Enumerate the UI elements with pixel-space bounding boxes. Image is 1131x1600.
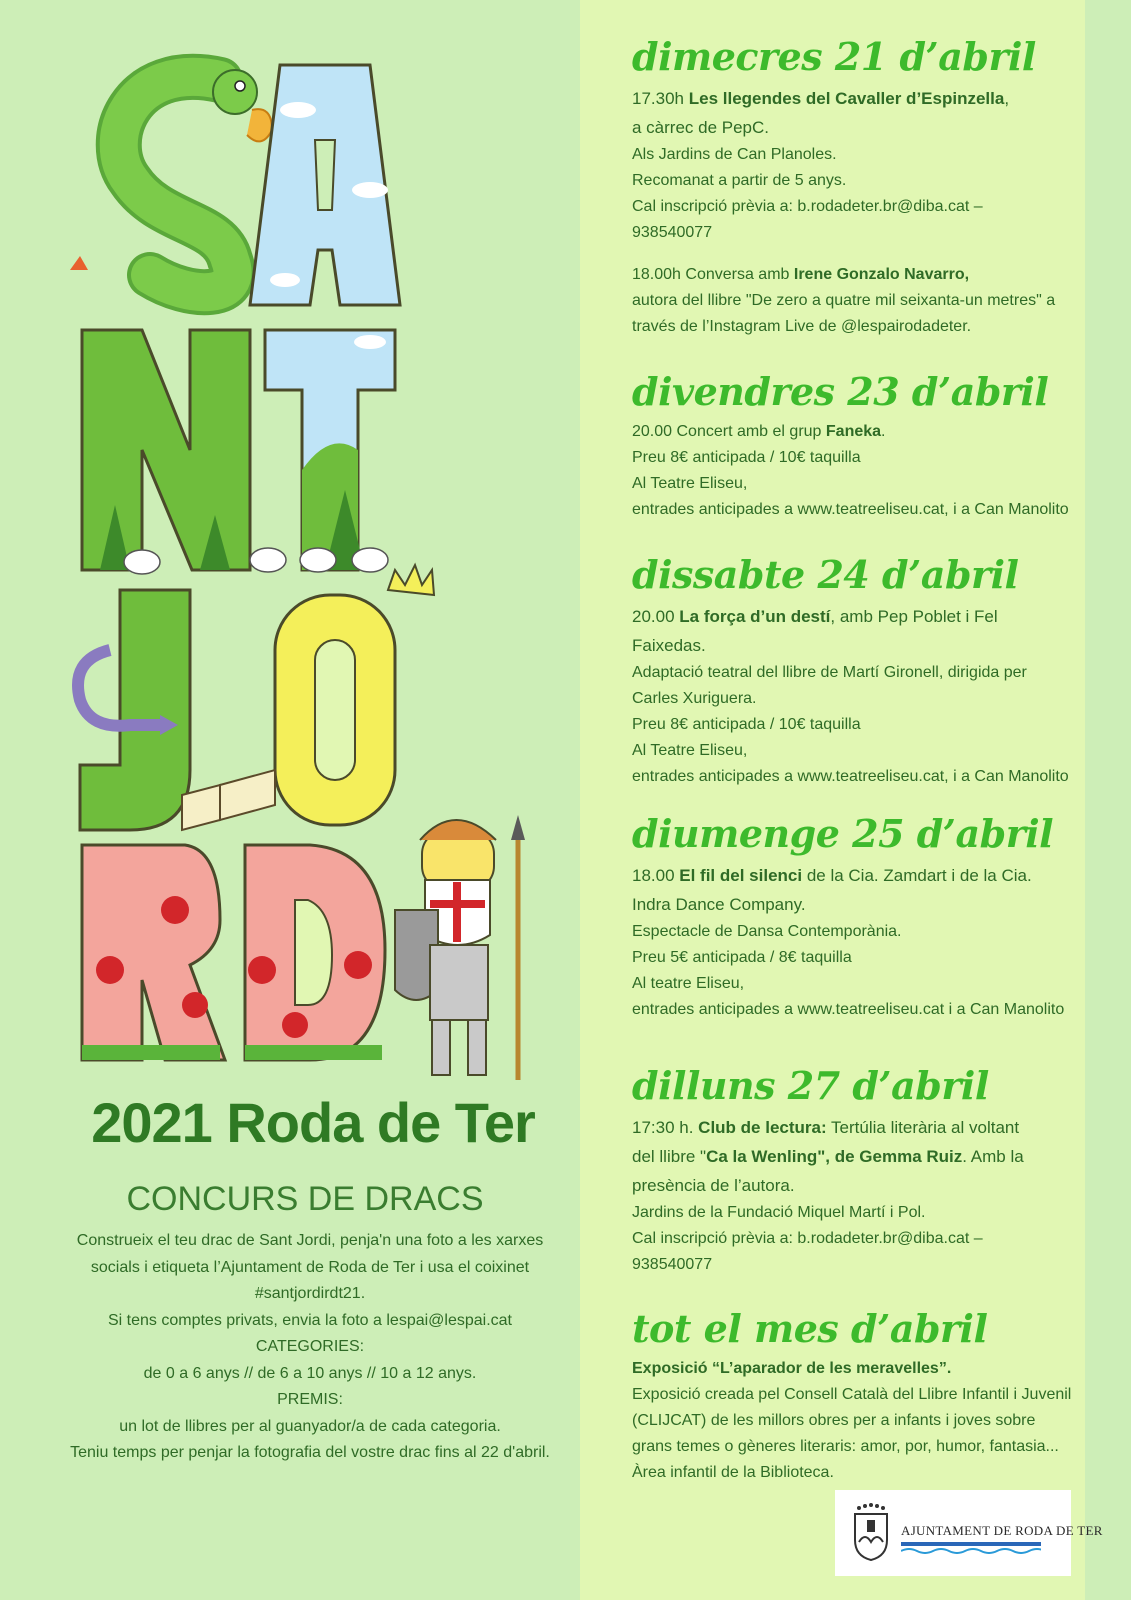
event-line: entrades anticipades a www.teatreeliseu.cat, i a Can Manolito [632,501,1069,518]
event-line: 938540077 [632,1256,713,1273]
event-line: presència de l’autora. [632,1176,795,1195]
event-line: 938540077 [632,224,713,241]
event-diumenge-25 [632,811,1072,1023]
event-line: Al Teatre Eliseu, [632,742,748,759]
event-line: Adaptació teatral del llibre de Martí Gironell, dirigida per [632,664,1027,681]
contest-prizes-heading: PREMIS: [277,1391,343,1408]
contest-line: Construeix el teu drac de Sant Jordi, penja'n una foto a les xarxes [76,1232,544,1249]
letter-j-icon [78,590,190,830]
event-line: Àrea infantil de la Biblioteca. [632,1464,834,1481]
event-headline: Exposició “L’aparador de les meravelles”. [632,1360,952,1377]
ajuntament-logo [835,1490,1103,1576]
event-headline: 18.00 El fil del silenci de la Cia. Zamdart i de la Cia. [632,866,1032,885]
knight-icon [395,815,525,1080]
event-line: Preu 8€ anticipada / 10€ taquilla [632,716,861,733]
letter-a-sky-icon [250,65,400,305]
event-dissabte-24 [632,552,1072,790]
event-line: Exposició creada pel Consell Català del Llibre Infantil i Juvenil [632,1386,1072,1403]
contest-hashtag: #santjordirdt21. [254,1285,366,1302]
event-date: tot el mes d’abril [632,1306,988,1351]
event-date: diumenge 25 d’abril [632,811,1054,856]
event-tot-el-mes [632,1306,1072,1486]
event-line: Faixedas. [632,636,706,655]
event-line: Preu 5€ anticipada / 8€ taquilla [632,949,852,966]
event-line: autora del llibre "De zero a quatre mil seixanta-un metres" a [632,292,1056,309]
event-line: Indra Dance Company. [632,895,806,914]
event-headline: 17:30 h. Club de lectura: Tertúlia literària al voltant [632,1118,1020,1137]
event-line: Recomanat a partir de 5 anys. [632,172,847,189]
year-town-title: 2021 Roda de Ter [91,1091,535,1154]
event-headline: 20.00 Concert amb el grup Faneka. [632,423,886,440]
event-line: Jardins de la Fundació Miquel Martí i Pol. [632,1204,926,1221]
event-date: dimecres 21 d’abril [632,34,1036,79]
sant-jordi-title-art [70,50,550,1110]
dragon-letter-s-icon [70,70,272,292]
event-line: Cal inscripció prèvia a: b.rodadeter.br@diba.cat – [632,1230,983,1247]
logo-text: AJUNTAMENT DE RODA DE TER [901,1523,1103,1538]
event-line: Preu 8€ anticipada / 10€ taquilla [632,449,861,466]
event-line: través de l’Instagram Live de @lespairodadeter. [632,318,972,335]
event-dimecres-21 [632,34,1072,340]
event-line: Als Jardins de Can Planoles. [632,146,837,163]
letter-r-roses-icon [82,845,225,1060]
contest-line: Si tens comptes privats, envia la foto a lespai@lespai.cat [108,1311,512,1329]
logo-wave-icon [901,1542,1041,1554]
event-headline: 20.00 La força d’un destí, amb Pep Poblet i Fel [632,607,998,626]
contest-deadline: Teniu temps per penjar la fotografia del vostre drac fins al 22 d'abril. [70,1444,550,1461]
contest-categories: de 0 a 6 anys // de 6 a 10 anys // 10 a 12 anys. [143,1364,477,1382]
event-dilluns-27 [632,1063,1072,1278]
event-divendres-23 [632,369,1072,523]
contest-line: socials i etiqueta l’Ajuntament de Roda de Ter i usa el coixinet [90,1258,530,1276]
event-line: a càrrec de PepC. [632,118,770,137]
event-line: Al teatre Eliseu, [632,975,745,992]
event-line: entrades anticipades a www.teatreeliseu.cat i a Can Manolito [632,1001,1065,1018]
letter-d-roses-icon [245,845,385,1060]
town-shield-icon [841,1490,901,1576]
contest-title: CONCURS DE DRACS [126,1180,484,1218]
event-line: Cal inscripció prèvia a: b.rodadeter.br@diba.cat – [632,198,983,215]
event-line: Carles Xuriguera. [632,690,757,707]
contest-prizes: un lot de llibres per al guanyador/a de cada categoria. [119,1417,501,1435]
event-line: Espectacle de Dansa Contemporània. [632,923,902,940]
letter-n-forest-icon [82,330,250,570]
event-date: dilluns 27 d’abril [632,1063,989,1108]
event-headline: 18.00h Conversa amb Irene Gonzalo Navarro, [632,266,970,283]
contest-categories-heading: CATEGORIES: [255,1338,365,1355]
event-line: Al Teatre Eliseu, [632,475,748,492]
event-date: divendres 23 d’abril [632,369,1049,414]
letter-t-hills-icon [265,330,395,570]
event-date: dissabte 24 d’abril [632,552,1019,597]
letter-o-icon [275,565,434,825]
event-line: (CLIJCAT) de les millors obres per a infants i joves sobre [632,1412,1036,1429]
open-book-icon [182,770,275,830]
contest-description [40,1228,580,1467]
event-line: del llibre "Ca la Wenling", de Gemma Ruiz. Amb la [632,1147,1024,1166]
event-headline: 17.30h Les llegendes del Cavaller d’Espinzella, [632,89,1010,108]
event-line: grans temes o gèneres literaris: amor, por, humor, fantasia... [632,1438,1059,1455]
event-line: entrades anticipades a www.teatreeliseu.cat, i a Can Manolito [632,768,1069,785]
